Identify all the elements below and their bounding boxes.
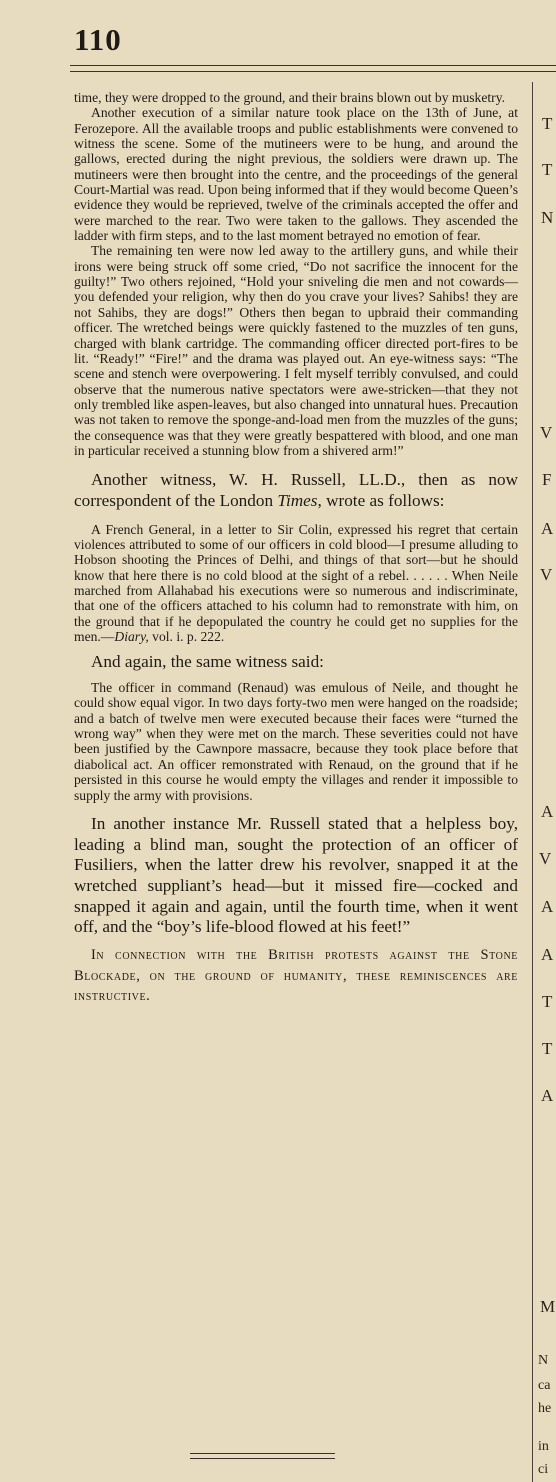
paragraph-artillery: The remaining ten were now led away to the artillery guns, and while their irons were being struck off some cried, “Do not sacrifice the innocent for the guilty!” Two others rejoined, “Hold your sniveling die men and not cowards—you defended your religion, why then do you crave your lives? Sahibs! they are not Sahibs, they are dogs!” Others then began to upbraid their commanding officer. The wretched beings were quickly fastened to the muzzles of ten guns, charged with blank cartridge. The commanding officer directed port-fires to be lit. “Ready!” “Fire!” and the drama was played out. An eye-witness says: “The scene and stench were overpowering. I felt myself terribly convulsed, and could observe that the numerous native spectators were awe-stricken—that they not only trembled like aspen-leaves, but also changed into unnatural hues. Precaution was not taken to remove the sponge-and-load men from the muzzles of the guns; the consequence was that they were greatly bespattered with blood, and one man in particular received a stunning blow from a shivered arm!” xyxy=(74,243,518,458)
quote-renaud: The officer in command (Renaud) was emulous of Neile, and thought he could show equal vigor. In two days forty-two men were hanged on the roadside; and a batch of twelve men were executed because their faces were “turned the wrong way” when they were met on the march. These severities could not have been justified by the Cawnpore massacre, because they took place before that diabolical act. An officer remonstrated with Renaud, on the ground that if he persisted in this course he would empty the villages and render it impossible to supply the army with provisions. xyxy=(74,680,518,803)
edge-fragment: A xyxy=(541,802,554,821)
edge-fragment: ci xyxy=(538,1462,549,1477)
paragraph-1: time, they were dropped to the ground, and their brains blown out by musketry. xyxy=(74,90,506,105)
quote-french-general xyxy=(74,522,518,645)
paragraph-helpless-boy: In another instance Mr. Russell stated that a helpless boy, leading a blind man, sought the protection of an officer of Fusiliers, when the latter drew his revolver, snapped it at the wretched suppliant’s head—but it missed fire—cocked and snapped it again and again, until the fourth time, when it went off, and the “boy’s life-blood flowed at his feet!” xyxy=(74,813,518,937)
paragraph-and-again: And again, the same witness said: xyxy=(91,652,324,672)
paragraph-ferozepore: Another execution of a similar nature took place on the 13th of June, at Ferozepore. All the available troops and public establishments were convened to witness the scene. Some of the mutineers were to be hung, and around the gallows, erected during the night previous, the soldiers were drawn up. The mutineers were then brought into the centre, and the proceedings of the general Court-Martial was read. Upon being informed that if they would become Queen’s evidence they would be reprieved, twelve of the criminals accepted the offer and were marched to the rear. Two were taken to the gallows. They ascended the ladder with firm steps, and to the last moment betrayed no emotion of fear. xyxy=(74,105,518,244)
edge-fragment: V xyxy=(540,423,553,442)
edge-fragment: T xyxy=(542,160,553,179)
edge-fragment: T xyxy=(542,992,553,1011)
diary-italic: Diary, xyxy=(114,629,149,645)
quote-french-general-text: A French General, in a letter to Sir Colin, expressed his regret that certain violences attributed to some of our officers in cold blood—I presume alluding to Hobson shooting the Princes of Delhi, and things of that sort—but he should know that here there is no cold blood at the sight of a rebel. . . . . . When Neile marched from Allahabad his executions were so numerous and indiscriminate, that one of the officers attached to his column had to remonstrate with him, on the ground that if he depopulated the country he could get no supplies for the men.— xyxy=(74,521,518,645)
page-number: 110 xyxy=(74,22,122,57)
footer-rule-double xyxy=(190,1458,335,1459)
edge-fragment: he xyxy=(538,1401,552,1416)
header-rule-double xyxy=(70,71,556,72)
edge-fragment: A xyxy=(541,897,554,916)
footer-rule xyxy=(190,1453,335,1454)
edge-fragment: T xyxy=(542,114,553,133)
edge-fragment: A xyxy=(541,945,554,964)
header-rule xyxy=(70,65,556,66)
edge-fragment: N xyxy=(538,1353,549,1368)
edge-fragment: A xyxy=(541,1086,554,1105)
edge-fragment: M xyxy=(540,1297,556,1316)
edge-fragment: ca xyxy=(538,1378,551,1393)
edge-fragment: in xyxy=(538,1439,549,1454)
russell-intro-text: Another witness, W. H. Russell, LL.D., then as now correspondent of the London xyxy=(74,470,518,510)
russell-intro-end: , wrote as follows: xyxy=(317,490,445,510)
paragraph-conclusion: In connection with the British protests against the Stone Blockade, on the ground of humanity, these reminiscences are instructive. xyxy=(74,947,518,1005)
edge-fragment: T xyxy=(542,1039,553,1058)
edge-fragment: N xyxy=(541,208,554,227)
column-divider xyxy=(532,82,533,1482)
article-column xyxy=(74,90,518,1007)
edge-fragment: F xyxy=(542,470,552,489)
paragraph-russell-intro xyxy=(74,470,518,511)
times-italic: Times xyxy=(277,490,318,510)
edge-fragment: V xyxy=(540,565,553,584)
edge-fragment: A xyxy=(541,519,554,538)
quote-citation: vol. i. p. 222. xyxy=(148,629,225,645)
edge-fragment: V xyxy=(539,849,552,868)
